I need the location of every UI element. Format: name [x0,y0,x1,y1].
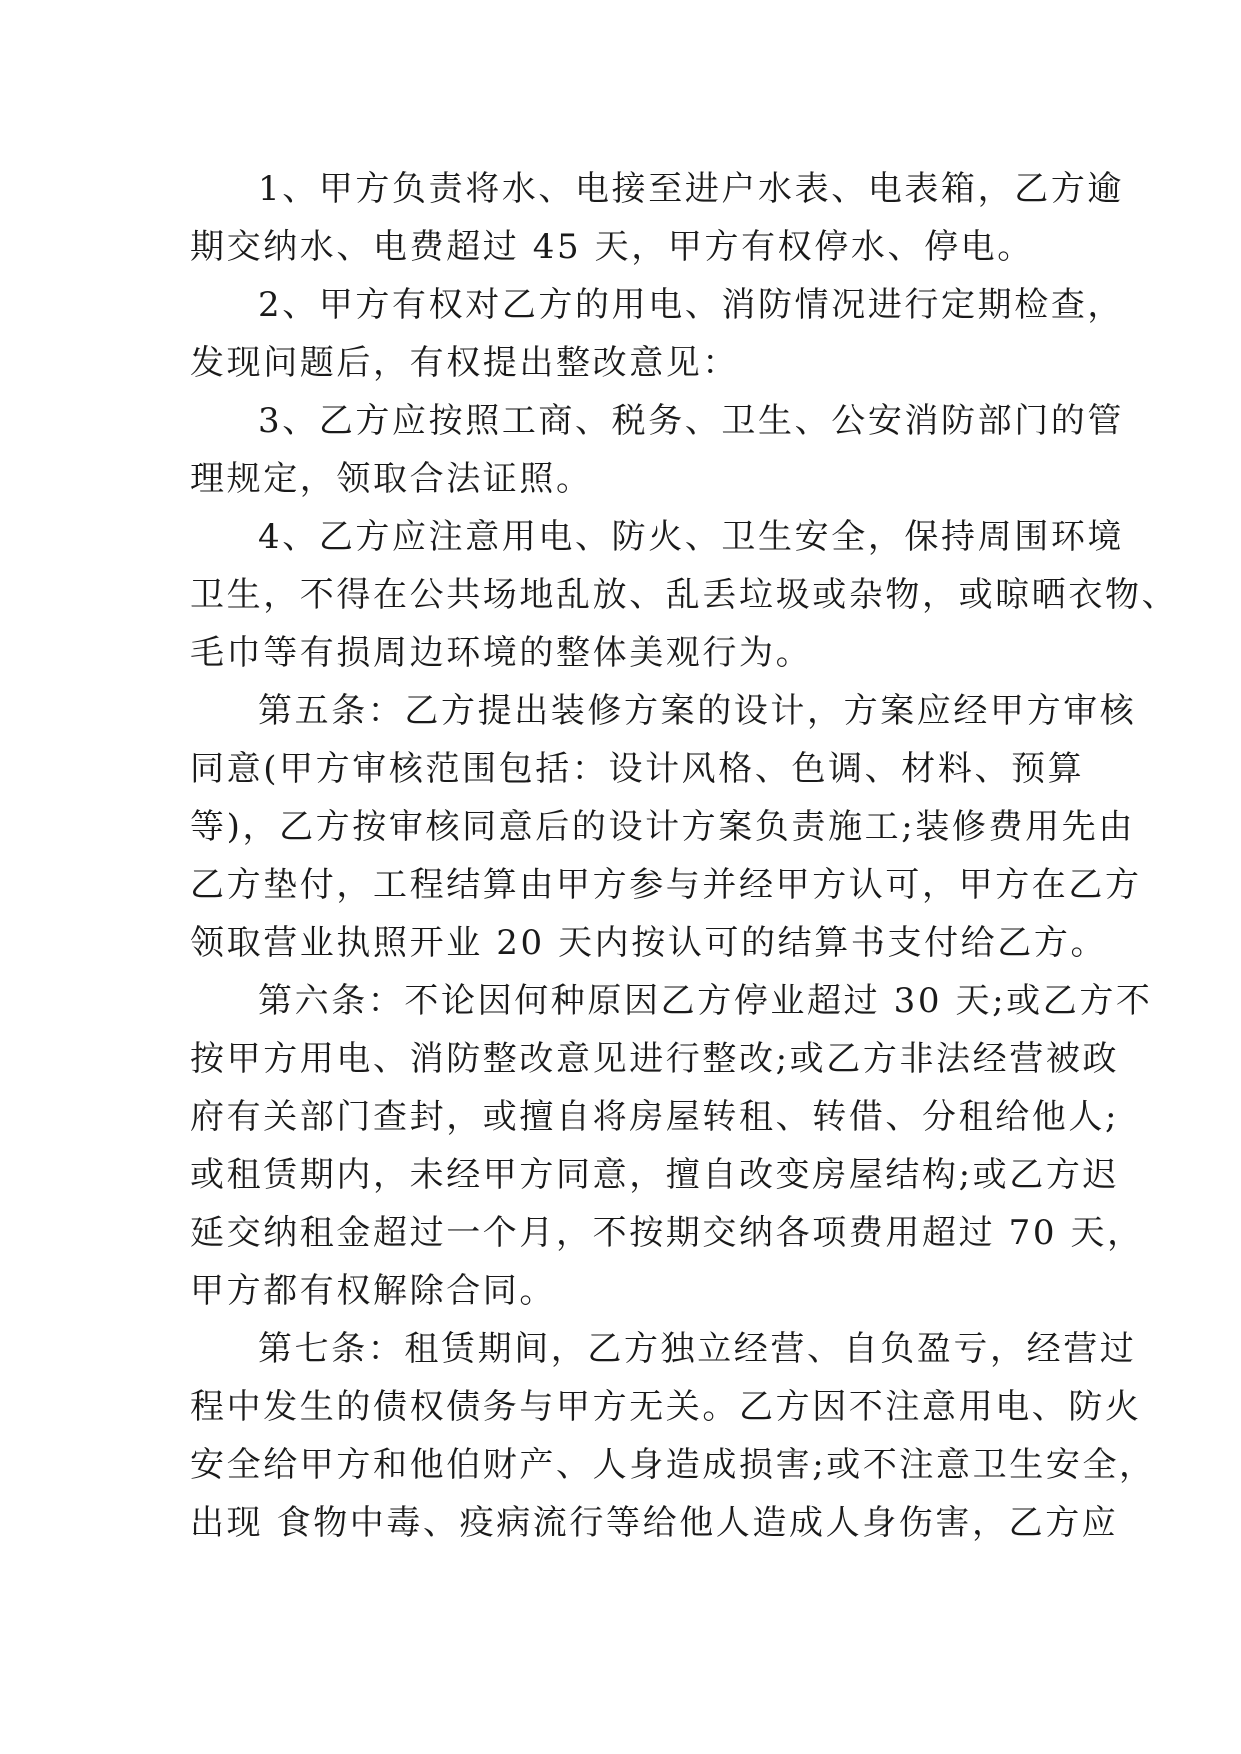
article-5-line-3: 等)，乙方按审核同意后的设计方案负责施工;装修费用先由 [190,807,1135,847]
article-6-line-5: 延交纳租金超过一个月，不按期交纳各项费用超过 70 天， [190,1213,1144,1253]
clause-2-line-1: 2、甲方有权对乙方的用电、消防情况进行定期检查， [258,285,1125,325]
article-5-line-1: 第五条：乙方提出装修方案的设计，方案应经甲方审核 [258,691,1137,731]
article-7-line-2: 程中发生的债权债务与甲方无关。乙方因不注意用电、防火 [190,1387,1142,1427]
article-6-line-6: 甲方都有权解除合同。 [190,1271,556,1311]
article-7-line-3: 安全给甲方和他伯财产、人身造成损害;或不注意卫生安全， [190,1445,1156,1485]
article-6-line-3: 府有关部门查封，或擅自将房屋转租、转借、分租给他人; [190,1097,1120,1137]
article-5-line-4: 乙方垫付，工程结算由甲方参与并经甲方认可，甲方在乙方 [190,865,1142,905]
clause-1-line-2: 期交纳水、电费超过 45 天，甲方有权停水、停电。 [190,227,1034,267]
clause-4-line-3: 毛巾等有损周边环境的整体美观行为。 [190,633,813,673]
article-5-line-2: 同意(甲方审核范围包括：设计风格、色调、材料、预算 [190,749,1085,789]
article-6-line-1: 第六条：不论因何种原因乙方停业超过 30 天;或乙方不 [258,981,1153,1021]
clause-4-line-2: 卫生，不得在公共场地乱放、乱丢垃圾或杂物，或晾晒衣物、 [190,575,1179,615]
article-7-line-4: 出现 食物中毒、疫病流行等给他人造成人身伤害，乙方应 [190,1503,1119,1543]
clause-4-line-1: 4、乙方应注意用电、防火、卫生安全，保持周围环境 [258,517,1125,557]
clause-3-line-2: 理规定，领取合法证照。 [190,459,593,499]
article-6-line-2: 按甲方用电、消防整改意见进行整改;或乙方非法经营被政 [190,1039,1120,1079]
article-6-line-4: 或租赁期内，未经甲方同意，擅自改变房屋结构;或乙方迟 [190,1155,1120,1195]
clause-1-line-1: 1、甲方负责将水、电接至进户水表、电表箱，乙方逾 [258,169,1125,209]
clause-3-line-1: 3、乙方应按照工商、税务、卫生、公安消防部门的管 [258,401,1125,441]
article-5-line-5: 领取营业执照开业 20 天内按认可的结算书支付给乙方。 [190,923,1108,963]
document-body [190,160,1179,1552]
clause-2-line-2: 发现问题后，有权提出整改意见： [190,343,739,383]
article-7-line-1: 第七条：租赁期间，乙方独立经营、自负盈亏，经营过 [258,1329,1137,1369]
